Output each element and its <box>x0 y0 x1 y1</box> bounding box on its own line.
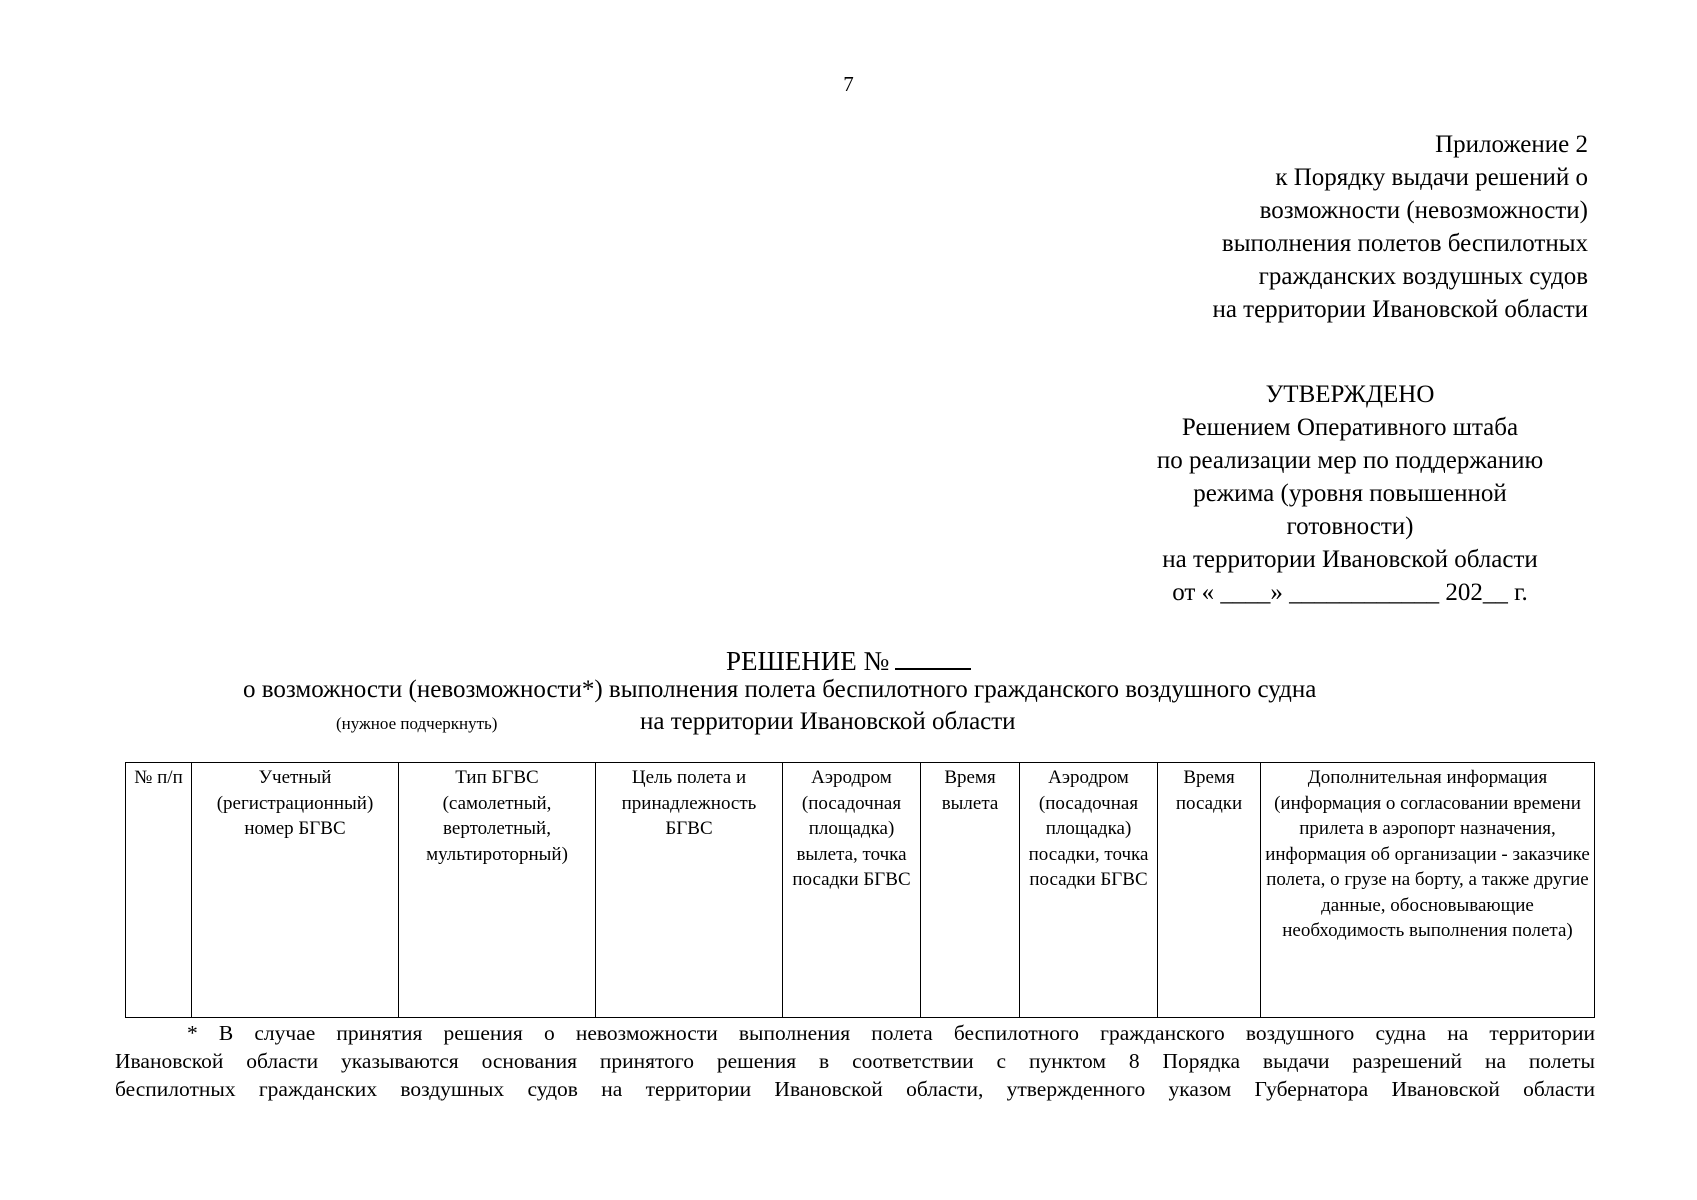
decision-number-blank <box>895 642 971 670</box>
appendix-line: возможности (невозможности) <box>1259 197 1588 224</box>
appendix-line: на территории Ивановской области <box>1212 296 1588 323</box>
approval-line: режима (уровня повышенной <box>1193 480 1507 507</box>
col-number: № п/п <box>126 763 192 1018</box>
col-departure-aerodrome: Аэродром (посадочная площадка) вылета, точка посадки БГВС <box>783 763 921 1018</box>
flight-decision-table <box>125 762 1595 1018</box>
appendix-line: выполнения полетов беспилотных <box>1221 230 1588 257</box>
col-departure-time: Время вылета <box>921 763 1020 1018</box>
appendix-block <box>1212 128 1588 326</box>
decision-title <box>726 642 971 677</box>
appendix-line: к Порядку выдачи решений о <box>1275 164 1588 191</box>
footnote-line: * В случае принятия решения о невозможности выполнения полета беспилотного гражданского воздушного судна на территории <box>187 1021 1595 1045</box>
approval-line: по реализации мер по поддержанию <box>1156 447 1544 474</box>
appendix-line: Приложение 2 <box>1435 131 1588 158</box>
col-aircraft-type: Тип БГВС (самолетный, вертолетный, мультироторный) <box>399 763 596 1018</box>
col-additional-info: Дополнительная информация (информация о согласовании времени прилета в аэропорт назначения, информация об организации - заказчике полета, о грузе на борту, а также другие данные, обосновывающие необходимость выполнения полета) <box>1261 763 1595 1018</box>
page-number: 7 <box>843 72 854 96</box>
decision-subtitle-territory: на территории Ивановской области <box>640 708 1016 735</box>
footnote-line: Ивановской области указываются основания принятого решения в соответствии с пунктом 8 Порядка выдачи разрешений на полеты <box>115 1049 1595 1073</box>
footnote-line: беспилотных гражданских воздушных судов на территории Ивановской области, утвержденного указом Губернатора Ивановской области <box>115 1077 1595 1101</box>
col-registration-number: Учетный (регистрационный) номер БГВС <box>192 763 399 1018</box>
approval-line: готовности) <box>1286 513 1414 540</box>
appendix-line: гражданских воздушных судов <box>1258 263 1588 290</box>
approval-block <box>1110 378 1590 609</box>
underline-hint: (нужное подчеркнуть) <box>336 714 498 733</box>
decision-subtitle: о возможности (невозможности*) выполнения полета беспилотного гражданского воздушного судна <box>243 676 1317 703</box>
approval-line: УТВЕРЖДЕНО <box>1265 381 1435 408</box>
approval-line: на территории Ивановской области <box>1162 546 1538 573</box>
col-landing-aerodrome: Аэродром (посадочная площадка) посадки, точка посадки БГВС <box>1020 763 1158 1018</box>
col-landing-time: Время посадки <box>1158 763 1261 1018</box>
approval-line: Решением Оперативного штаба <box>1181 414 1519 441</box>
table-header-row <box>126 763 1595 1018</box>
approval-date-line: от « ____» ____________ 202__ г. <box>1172 579 1528 606</box>
footnote <box>115 1019 1595 1103</box>
decision-title-text: РЕШЕНИЕ № <box>726 646 890 676</box>
col-flight-purpose: Цель полета и принадлежность БГВС <box>596 763 783 1018</box>
